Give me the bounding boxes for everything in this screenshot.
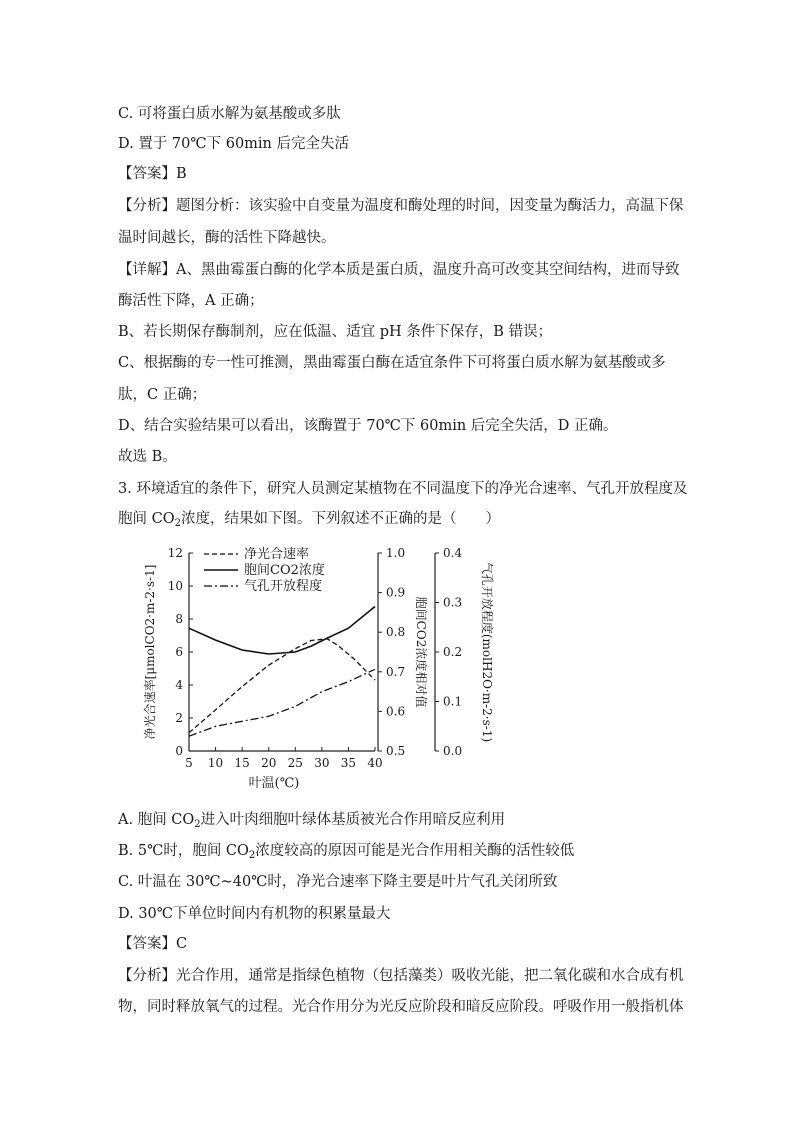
detail-c1: C、根据酶的专一性可推测，黑曲霉蛋白酶在适宜条件下可将蛋白质水解为氨基酸或多 (118, 355, 666, 371)
answer-1: 【答案】B (118, 166, 187, 182)
line-d: D. 置于 70℃下 60min 后完全失活 (118, 136, 350, 152)
question-3-b (118, 509, 500, 534)
x-axis-label: 叶温(℃) (248, 776, 300, 791)
x-tick-label: 5 (185, 756, 193, 770)
left-tick-label: 12 (167, 546, 183, 560)
x-tick-label: 25 (287, 756, 303, 770)
right-axis-label: 气孔开放程度(molH2O·m-2·s-1) (480, 561, 494, 743)
question-3-a: 3. 环境适宜的条件下，研究人员测定某植物在不同温度下的净光合速率、气孔开放程度及 (118, 481, 688, 497)
option-b-part2: 浓度较高的原因可能是光合作用相关酶的活性较低 (255, 843, 575, 859)
option-a-part2: 进入叶肉细胞叶绿体基质被光合作用暗反应利用 (200, 812, 506, 828)
option-a-part1: A. 胞间 CO (118, 812, 195, 828)
x-tick-label: 30 (314, 756, 330, 770)
option-b-sub: 2 (248, 850, 256, 861)
middle-tick-label: 0.6 (386, 704, 406, 719)
legend-label: 胞间CO2浓度 (244, 563, 325, 578)
detail-c2: 肽，C 正确； (118, 387, 207, 403)
series-line (189, 607, 375, 655)
photosynthesis-chart (140, 540, 500, 792)
q3-sub: 2 (174, 518, 181, 529)
middle-tick-label: 0.8 (386, 625, 406, 640)
q3-part2: 浓度，结果如下图。下列叙述不正确的是（ ） (180, 511, 500, 527)
left-tick-label: 4 (175, 678, 183, 692)
middle-tick-label: 0.7 (386, 664, 406, 679)
middle-tick-label: 1.0 (386, 546, 406, 560)
option-b-part1: B. 5℃时，胞间 CO (118, 843, 249, 859)
right-tick-label: 0.3 (443, 595, 463, 610)
option-a (118, 810, 505, 835)
right-tick-label: 0.4 (443, 546, 463, 560)
analysis-2b: 物，同时释放氧气的过程。光合作用分为光反应阶段和暗反应阶段。呼吸作用一般指机体 (118, 999, 684, 1015)
detail-a2: 酶活性下降，A 正确； (118, 293, 264, 309)
left-tick-label: 8 (175, 612, 183, 626)
detail-a1: 【详解】A、黑曲霉蛋白酶的化学本质是蛋白质，温度升高可改变其空间结构，进而导致 (118, 262, 680, 278)
right-tick-label: 0.1 (443, 694, 463, 709)
analysis-1b: 温时间越长，酶的活性下降越快。 (118, 230, 336, 246)
legend-label: 气孔开放程度 (244, 579, 323, 594)
chart-series (189, 607, 375, 737)
x-tick-label: 20 (261, 756, 277, 770)
series-line (189, 669, 375, 736)
left-tick-label: 10 (167, 579, 183, 593)
middle-axis-label: 胞间CO2浓度相对值 (414, 596, 428, 708)
x-tick-label: 40 (367, 756, 383, 770)
option-c: C. 叶温在 30℃~40℃时，净光合速率下降主要是叶片气孔关闭所致 (118, 874, 558, 890)
answer-2: 【答案】C (118, 936, 188, 952)
q3-part1: 胞间 CO (118, 511, 175, 527)
legend-label: 净光合速率 (244, 547, 310, 562)
right-tick-label: 0.2 (443, 645, 463, 659)
option-a-sub: 2 (194, 819, 201, 830)
x-tick-label: 35 (340, 756, 357, 770)
option-d: D. 30℃下单位时间内有机物的积累量最大 (118, 906, 391, 922)
conclusion: 故选 B。 (118, 449, 177, 465)
chart-legend (204, 546, 325, 594)
middle-tick-label: 0.9 (386, 585, 406, 600)
left-tick-label: 2 (175, 711, 183, 725)
left-tick-label: 0 (175, 744, 183, 758)
analysis-2a: 【分析】光合作用，通常是指绿色植物（包括藻类）吸收光能，把二氧化碳和水合成有机 (118, 968, 684, 984)
detail-d: D、结合实验结果可以看出，该酶置于 70℃下 60min 后完全失活，D 正确。 (118, 418, 618, 434)
left-axis-label: 净光合速率[μmolCO2·m-2·s-1] (143, 564, 157, 740)
analysis-1a: 【分析】题图分析：该实验中自变量为温度和酶处理的时间，因变量为酶活力，高温下保 (118, 198, 684, 214)
middle-tick-label: 0.5 (386, 744, 406, 758)
option-b (118, 841, 574, 866)
line-c: C. 可将蛋白质水解为氨基酸或多肽 (118, 106, 341, 122)
left-tick-label: 6 (175, 645, 183, 659)
x-tick-label: 15 (234, 756, 250, 770)
right-tick-label: 0.0 (443, 744, 463, 758)
detail-b: B、若长期保存酶制剂，应在低温、适宜 pH 条件下保存，B 错误； (118, 324, 553, 340)
x-tick-label: 10 (207, 756, 224, 770)
